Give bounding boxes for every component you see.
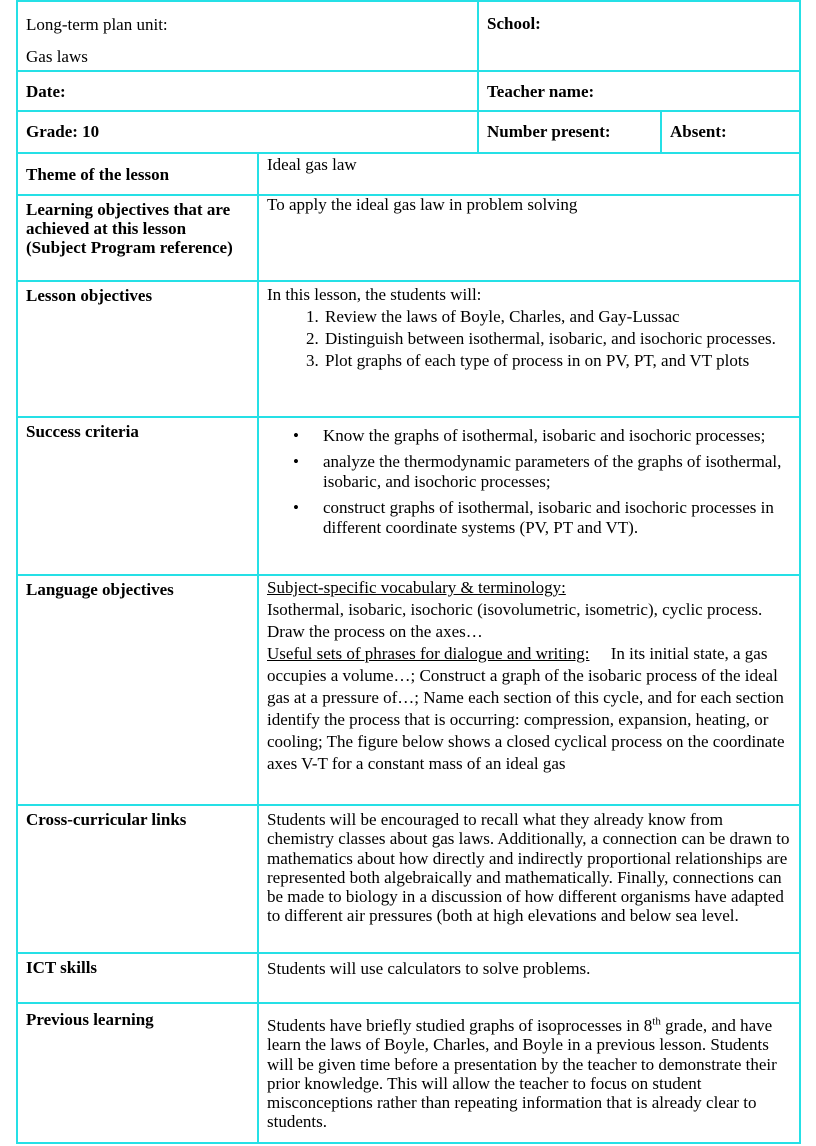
lesson-item: 3. Plot graphs of each type of process in on PV, PT, and VT plots xyxy=(323,350,793,372)
lesson-item: 2. Distinguish between isothermal, isobaric, and isochoric processes. xyxy=(323,328,793,350)
vocab-heading: Subject-specific vocabulary & terminology: xyxy=(267,578,566,597)
ict-skills-row xyxy=(16,954,801,1004)
previous-learning-row xyxy=(16,1004,801,1144)
cross-curricular-row xyxy=(16,806,801,954)
date-row xyxy=(16,72,801,112)
cross-curricular-label: Cross-curricular links xyxy=(26,810,187,829)
grade-row xyxy=(16,112,801,154)
success-item: • construct graphs of isothermal, isobaric and isochoric processes in different coordinate systems (PV, PT and VT). xyxy=(293,498,774,537)
language-objectives-label: Language objectives xyxy=(26,580,174,599)
learning-objectives-label: Learning objectives that are achieved at this lesson (Subject Program reference) xyxy=(26,200,233,257)
present-label: Number present: xyxy=(487,122,611,141)
theme-label: Theme of the lesson xyxy=(26,165,170,184)
unit-row xyxy=(16,0,801,72)
lesson-objectives-label: Lesson objectives xyxy=(26,286,153,305)
success-list xyxy=(267,426,793,538)
cross-curricular-value: Students will be encouraged to recall what they already know from chemistry classes about gas laws. Additionally, a connection can be drawn to mathematics about how directly and indirectly proportional relationships are represented both algebraically and mathematically. Finally, connections can be made to biology in a discussion of how different organisms have adapted to different air pressures (both at high elevations and below sea level. xyxy=(267,810,790,926)
unit-value: Gas laws xyxy=(26,47,88,66)
success-item: • Know the graphs of isothermal, isobaric and isochoric processes; xyxy=(293,426,766,445)
success-criteria-content xyxy=(267,426,793,544)
language-objectives-row xyxy=(16,576,801,806)
teacher-label: Teacher name: xyxy=(487,82,595,101)
grade-label: Grade: 10 xyxy=(26,122,100,141)
unit-label: Long-term plan unit: xyxy=(26,15,168,34)
previous-learning-label: Previous learning xyxy=(26,1010,154,1029)
bullet-icon: • xyxy=(293,498,299,517)
theme-value: Ideal gas law xyxy=(267,155,357,174)
lesson-intro: In this lesson, the students will: xyxy=(267,285,482,304)
lesson-list xyxy=(267,306,793,372)
learning-objectives-value: To apply the ideal gas law in problem solving xyxy=(267,195,578,214)
bullet-icon: • xyxy=(293,452,299,471)
school-label: School: xyxy=(487,14,541,33)
phrases-text: In its initial state, a gas occupies a volume…; Construct a graph of the isobaric process of the ideal gas at a pressure of…; Name each section of this cycle, and for each section identify the process that is occurring: compression, expansion, heating, or cooling; The figure below shows a closed cyclical process on the coordinate axes V-T for a constant mass of an ideal gas xyxy=(267,644,785,773)
theme-row xyxy=(16,154,801,196)
ict-skills-label: ICT skills xyxy=(26,958,98,977)
lesson-objectives-row xyxy=(16,282,801,418)
language-objectives-content xyxy=(267,577,793,775)
bullet-icon: • xyxy=(293,426,299,445)
phrases-heading: Useful sets of phrases for dialogue and writing: xyxy=(267,644,590,663)
absent-label: Absent: xyxy=(670,122,727,141)
ict-skills-value: Students will use calculators to solve problems. xyxy=(267,959,591,978)
success-item: • analyze the thermodynamic parameters of the graphs of isothermal, isobaric, and isochoric processes; xyxy=(293,452,782,491)
phrases-block xyxy=(267,643,793,775)
success-criteria-label: Success criteria xyxy=(26,422,139,441)
success-criteria-row xyxy=(16,418,801,576)
learning-objectives-row xyxy=(16,196,801,282)
date-label: Date: xyxy=(26,82,66,101)
vocab-text: Isothermal, isobaric, isochoric (isovolumetric, isometric), cyclic process. Draw the process on the axes… xyxy=(267,600,763,641)
previous-learning-value: Students have briefly studied graphs of isoprocesses in 8th grade, and have learn the laws of Boyle, Charles, and Boyle in a previous lesson. Students will be given time before a presentation by the teacher to demonstrate their prior knowledge. This will allow the teacher to focus on student misconceptions rather than repeating information that is already clear to students. xyxy=(267,1015,777,1132)
lesson-item: 1. Review the laws of Boyle, Charles, and Gay-Lussac xyxy=(323,306,793,328)
lesson-objectives-content xyxy=(267,284,793,372)
